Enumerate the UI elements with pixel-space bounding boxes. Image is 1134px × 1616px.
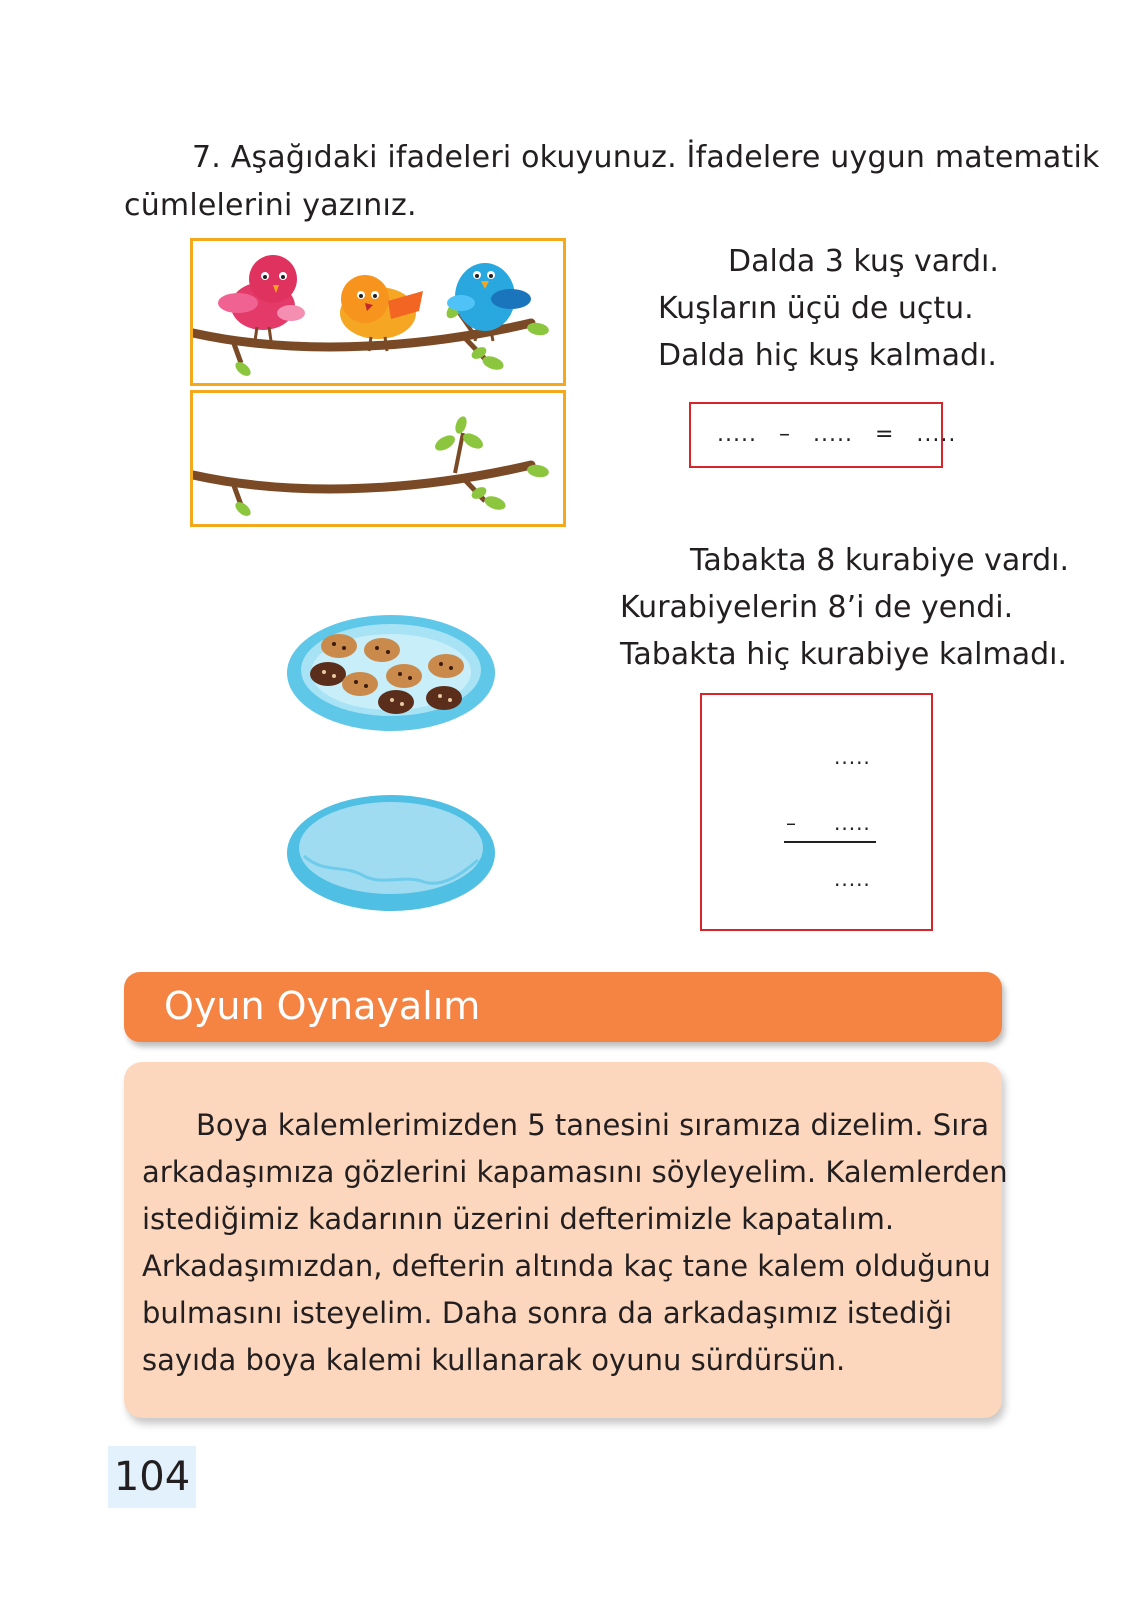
birds-eq-blank-a[interactable]: ..... [717,422,757,447]
game-text-line-5: bulmasını isteyelim. Daha sonra da arkadaşımız istediği [142,1296,953,1330]
cookies-result-blank[interactable]: ..... [834,867,871,891]
birds-illustration [193,241,563,383]
minus-sign: – [778,422,791,447]
cookies-top-blank[interactable]: ..... [834,745,871,769]
subtraction-line [784,841,876,843]
birds-on-branch-frame [190,238,566,386]
cookies-story-line-3: Tabakta hiç kurabiye kalmadı. [620,637,1067,672]
bird-pink-icon [218,255,305,341]
cookies-story-line-2: Kurabiyelerin 8’i de yendi. [620,590,1014,625]
game-panel [124,1062,1008,1418]
plate-with-cookies [284,610,498,736]
game-text-line-2: arkadaşımıza gözlerini kapamasını söyleyelim. Kalemlerden [142,1155,1008,1189]
question-line-1: 7. Aşağıdaki ifadeleri okuyunuz. İfadelere uygun matematik [192,140,1100,175]
game-text-line-4: Arkadaşımızdan, defterin altında kaç tane kalem olduğunu [142,1249,991,1283]
page-number: 104 [108,1446,196,1508]
game-text-line-1: Boya kalemlerimizden 5 tanesini sıramıza dizelim. Sıra [196,1108,989,1142]
question-line-2: cümlelerini yazınız. [124,188,417,223]
branch-icon [193,415,550,519]
cookies-story-line-1: Tabakta 8 kurabiye vardı. [690,543,1070,578]
empty-branch-frame [190,390,566,527]
minus-sign: – [786,811,797,835]
equals-sign: = [874,422,895,447]
birds-story-line-3: Dalda hiç kuş kalmadı. [658,338,997,373]
birds-eq-blank-c[interactable]: ..... [916,422,957,447]
birds-story-line-1: Dalda 3 kuş vardı. [728,244,999,279]
cookies-middle-blank[interactable]: ..... [834,811,871,835]
game-text-line-3: istediğimiz kadarının üzerini defterimizle kapatalım. [142,1202,895,1236]
birds-story-line-2: Kuşların üçü de uçtu. [658,291,974,326]
birds-eq-blank-b[interactable]: ..... [812,422,853,447]
game-text-line-6: sayıda boya kalemi kullanarak oyunu sürdürsün. [142,1343,846,1377]
empty-branch-illustration [193,393,563,524]
game-banner [124,972,1002,1042]
empty-plate [284,790,498,916]
birds-equation [717,422,956,447]
birds-answer-box[interactable] [689,402,957,468]
cookies-answer-box[interactable] [700,693,933,931]
plate-icon [287,795,495,911]
game-title: Oyun Oynayalım [164,984,481,1028]
